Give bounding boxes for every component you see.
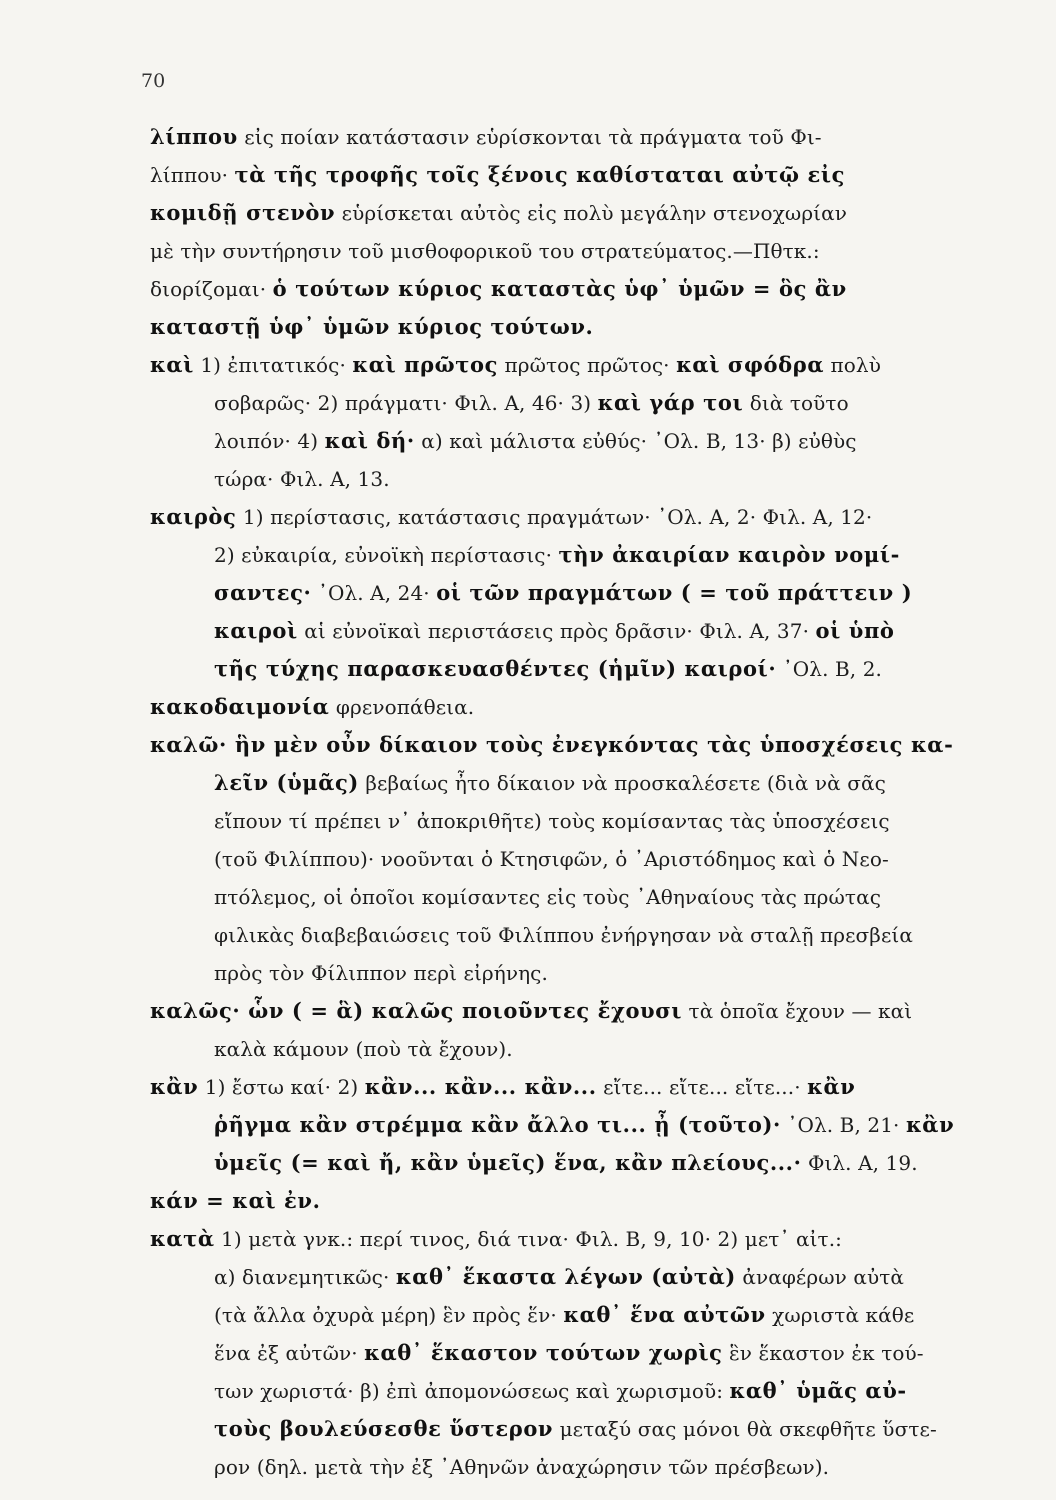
text-line bbox=[150, 156, 1030, 194]
text-line bbox=[150, 726, 1030, 764]
definition-text: ᾽Ολ. Β, 21· bbox=[780, 1113, 906, 1137]
headword-text: κἂν bbox=[905, 1112, 955, 1137]
headword-text: κομιδῇ στενὸν bbox=[150, 200, 336, 225]
headword-text: οἱ ὑπὸ bbox=[815, 618, 895, 643]
definition-text: φρενοπάθεια. bbox=[329, 695, 475, 719]
text-line bbox=[150, 802, 1030, 840]
text-line bbox=[150, 1258, 1030, 1296]
headword-text: τὴν ἀκαιρίαν καιρὸν νομί- bbox=[558, 542, 900, 567]
headword-text: καὶ bbox=[150, 352, 194, 377]
definition-text: πτόλεμος, οἱ ὁποῖοι κομίσαντες εἰς τοὺς ᾽Αθηναίους τὰς πρώτας bbox=[214, 885, 881, 909]
text-line bbox=[150, 346, 1030, 384]
headword-text: καιροὶ bbox=[214, 618, 298, 643]
headword-text: κατὰ bbox=[150, 1226, 215, 1251]
text-line bbox=[150, 650, 1030, 688]
definition-text: ἕνα ἐξ αὐτῶν· bbox=[214, 1341, 365, 1365]
definition-text: πολὺ bbox=[824, 353, 881, 377]
glossary-entry bbox=[150, 1182, 1030, 1220]
definition-text: 1) ἐπιτατικός· bbox=[193, 353, 353, 377]
text-line bbox=[150, 498, 1030, 536]
headword-text: οἱ τῶν πραγμάτων ( = τοῦ πράττειν ) bbox=[436, 580, 913, 605]
definition-text: ἀναφέρων αὐτὰ bbox=[735, 1265, 904, 1289]
definition-text: χωριστὰ κάθε bbox=[765, 1303, 915, 1327]
definition-text: τὰ ὁποῖα ἔχουν — καὶ bbox=[682, 999, 913, 1023]
definition-text: α) διανεμητικῶς· bbox=[214, 1265, 396, 1289]
text-line bbox=[150, 992, 1030, 1030]
headword-text: καὶ δή· bbox=[324, 428, 415, 453]
definition-text: διὰ τοῦτο bbox=[743, 391, 849, 415]
headword-text: καλῶ· ἣν μὲν οὖν δίκαιον τοὺς ἐνεγκόντας τὰς ὑποσχέσεις κα- bbox=[150, 732, 954, 757]
headword-text: καθ᾽ ἕκαστον τούτων χωρὶς bbox=[364, 1340, 723, 1365]
definition-text: μεταξύ σας μόνοι θὰ σκεφθῆτε ὕστε- bbox=[553, 1417, 937, 1441]
headword-text: κἂν... κἂν... κἂν... bbox=[364, 1074, 597, 1099]
definition-text: εἰς ποίαν κατάστασιν εὑρίσκονται τὰ πράγματα τοῦ Φι- bbox=[237, 125, 822, 149]
text-line bbox=[150, 916, 1030, 954]
glossary-entry bbox=[150, 992, 1030, 1068]
text-line bbox=[150, 954, 1030, 992]
text-line bbox=[150, 1448, 1030, 1486]
headword-text: ῥῆγμα κἂν στρέμμα κἂν ἄλλο τι... ᾖ (τοῦτο)· bbox=[214, 1112, 781, 1137]
headword-text: λίππου bbox=[150, 124, 238, 149]
definition-text: 1) ἔστω καί· 2) bbox=[198, 1075, 365, 1099]
definition-text: εἴτε... εἴτε... εἴτε...· bbox=[596, 1075, 808, 1099]
definition-text: των χωριστά· β) ἐπὶ ἀπομονώσεως καὶ χωρισμοῦ: bbox=[214, 1379, 730, 1403]
headword-text: λεῖν (ὑμᾶς) bbox=[214, 770, 359, 795]
definition-text: (τοῦ Φιλίππου)· νοοῦνται ὁ Κτησιφῶν, ὁ ᾽Αριστόδημος καὶ ὁ Νεο- bbox=[214, 847, 889, 871]
definition-text: Φιλ. Α, 19. bbox=[801, 1151, 918, 1175]
glossary-entry bbox=[150, 1068, 1030, 1182]
definition-text: α) καὶ μάλιστα εὐθύς· ᾽Ολ. Β, 13· β) εὐθὺς bbox=[414, 429, 857, 453]
text-line bbox=[150, 574, 1030, 612]
headword-text: σαντες· bbox=[214, 580, 312, 605]
headword-text: καὶ γάρ τοι bbox=[597, 390, 744, 415]
text-line bbox=[150, 1144, 1030, 1182]
definition-text: 1) μετὰ γνκ.: περί τινος, διά τινα· Φιλ. Β, 9, 10· 2) μετ᾽ αἰτ.: bbox=[214, 1227, 843, 1251]
text-line bbox=[150, 840, 1030, 878]
text-line bbox=[150, 612, 1030, 650]
text-line bbox=[150, 270, 1030, 308]
text-line bbox=[150, 878, 1030, 916]
headword-text: καθ᾽ ἕκαστα λέγων (αὐτὰ) bbox=[395, 1264, 736, 1289]
headword-text: καθ᾽ ὑμᾶς αὐ- bbox=[729, 1378, 907, 1403]
text-line bbox=[150, 1030, 1030, 1068]
definition-text: εἴπουν τί πρέπει ν᾽ ἀποκριθῆτε) τοὺς κομίσαντας τὰς ὑποσχέσεις bbox=[214, 809, 890, 833]
text-line bbox=[150, 688, 1030, 726]
text-line bbox=[150, 308, 1030, 346]
definition-text: τώρα· Φιλ. Α, 13. bbox=[214, 467, 390, 491]
glossary-entry bbox=[150, 726, 1030, 992]
glossary-entry bbox=[150, 688, 1030, 726]
headword-text: τὰ τῆς τροφῆς τοῖς ξένοις καθίσταται αὐτῷ εἰς bbox=[234, 162, 846, 187]
text-line bbox=[150, 1410, 1030, 1448]
text-line bbox=[150, 194, 1030, 232]
definition-text: καλὰ κάμουν (ποὺ τὰ ἔχουν). bbox=[214, 1037, 513, 1061]
headword-text: καθ᾽ ἕνα αὐτῶν bbox=[563, 1302, 766, 1327]
glossary-entry bbox=[150, 1220, 1030, 1486]
text-line bbox=[150, 1068, 1030, 1106]
text-line bbox=[150, 232, 1030, 270]
headword-text: κάν = καὶ ἐν. bbox=[150, 1188, 321, 1213]
headword-text: καὶ πρῶτος bbox=[352, 352, 499, 377]
definition-text: πρῶτος πρῶτος· bbox=[498, 353, 677, 377]
definition-text: λοιπόν· 4) bbox=[214, 429, 325, 453]
headword-text: κἂν bbox=[807, 1074, 856, 1099]
text-line bbox=[150, 764, 1030, 802]
headword-text: καλῶς· ὧν ( = ἃ) καλῶς ποιοῦντες ἔχουσι bbox=[150, 998, 683, 1023]
definition-text: ᾽Ολ. Β, 2. bbox=[776, 657, 882, 681]
definition-text: 1) περίστασις, κατάστασις πραγμάτων· ᾽Ολ. Α, 2· Φιλ. Α, 12· bbox=[236, 505, 873, 529]
headword-text: τῆς τύχης παρασκευασθέντες (ἡμῖν) καιροί· bbox=[214, 656, 777, 681]
definition-text: εὑρίσκεται αὐτὸς εἰς πολὺ μεγάλην στενοχωρίαν bbox=[335, 201, 847, 225]
text-line bbox=[150, 422, 1030, 460]
glossary-entry bbox=[150, 346, 1030, 498]
text-line bbox=[150, 1182, 1030, 1220]
text-line bbox=[150, 118, 1030, 156]
definition-text: φιλικὰς διαβεβαιώσεις τοῦ Φιλίππου ἐνήργησαν νὰ σταλῇ πρεσβεία bbox=[214, 923, 913, 947]
headword-text: κακοδαιμονία bbox=[150, 694, 330, 719]
headword-text: κἂν bbox=[150, 1074, 199, 1099]
headword-text: ὑμεῖς (= καὶ ἤ, κἂν ὑμεῖς) ἕνα, κἂν πλείους...· bbox=[214, 1150, 802, 1175]
definition-text: πρὸς τὸν Φίλιππον περὶ εἰρήνης. bbox=[214, 961, 548, 985]
text-line bbox=[150, 384, 1030, 422]
definition-text: (τὰ ἄλλα ὀχυρὰ μέρη) ἓν πρὸς ἕν· bbox=[214, 1303, 564, 1327]
glossary-entry bbox=[150, 498, 1030, 688]
page-number: 70 bbox=[141, 70, 166, 92]
definition-text: σοβαρῶς· 2) πράγματι· Φιλ. Α, 46· 3) bbox=[214, 391, 598, 415]
definition-text: λίππου· bbox=[150, 163, 235, 187]
glossary-entry bbox=[150, 118, 1030, 346]
headword-text: καιρὸς bbox=[150, 504, 237, 529]
definition-text: διορίζομαι· bbox=[150, 277, 273, 301]
definition-text: ᾽Ολ. Α, 24· bbox=[311, 581, 437, 605]
text-line bbox=[150, 1334, 1030, 1372]
text-line bbox=[150, 1220, 1030, 1258]
definition-text: βεβαίως ἦτο δίκαιον νὰ προσκαλέσετε (διὰ νὰ σᾶς bbox=[358, 771, 886, 795]
headword-text: τοὺς βουλεύσεσθε ὕστερον bbox=[214, 1416, 554, 1441]
glossary-text bbox=[150, 118, 1030, 1486]
headword-text: ὁ τούτων κύριος καταστὰς ὑφ᾽ ὑμῶν = ὃς ἂν bbox=[272, 276, 847, 301]
definition-text: 2) εὐκαιρία, εὐνοϊκὴ περίστασις· bbox=[214, 543, 559, 567]
text-line bbox=[150, 1296, 1030, 1334]
definition-text: αἱ εὐνοϊκαὶ περιστάσεις πρὸς δρᾶσιν· Φιλ. Α, 37· bbox=[297, 619, 816, 643]
text-line bbox=[150, 1106, 1030, 1144]
text-line bbox=[150, 460, 1030, 498]
definition-text: ἓν ἕκαστον ἐκ τού- bbox=[722, 1341, 924, 1365]
headword-text: καταστῇ ὑφ᾽ ὑμῶν κύριος τούτων. bbox=[150, 314, 594, 339]
text-line bbox=[150, 1372, 1030, 1410]
definition-text: ρον (δηλ. μετὰ τὴν ἐξ ᾽Αθηνῶν ἀναχώρησιν τῶν πρέσβεων). bbox=[214, 1455, 830, 1479]
text-line bbox=[150, 536, 1030, 574]
headword-text: καὶ σφόδρα bbox=[676, 352, 825, 377]
definition-text: μὲ τὴν συντήρησιν τοῦ μισθοφορικοῦ του στρατεύματος.—Πθτκ.: bbox=[150, 239, 820, 263]
